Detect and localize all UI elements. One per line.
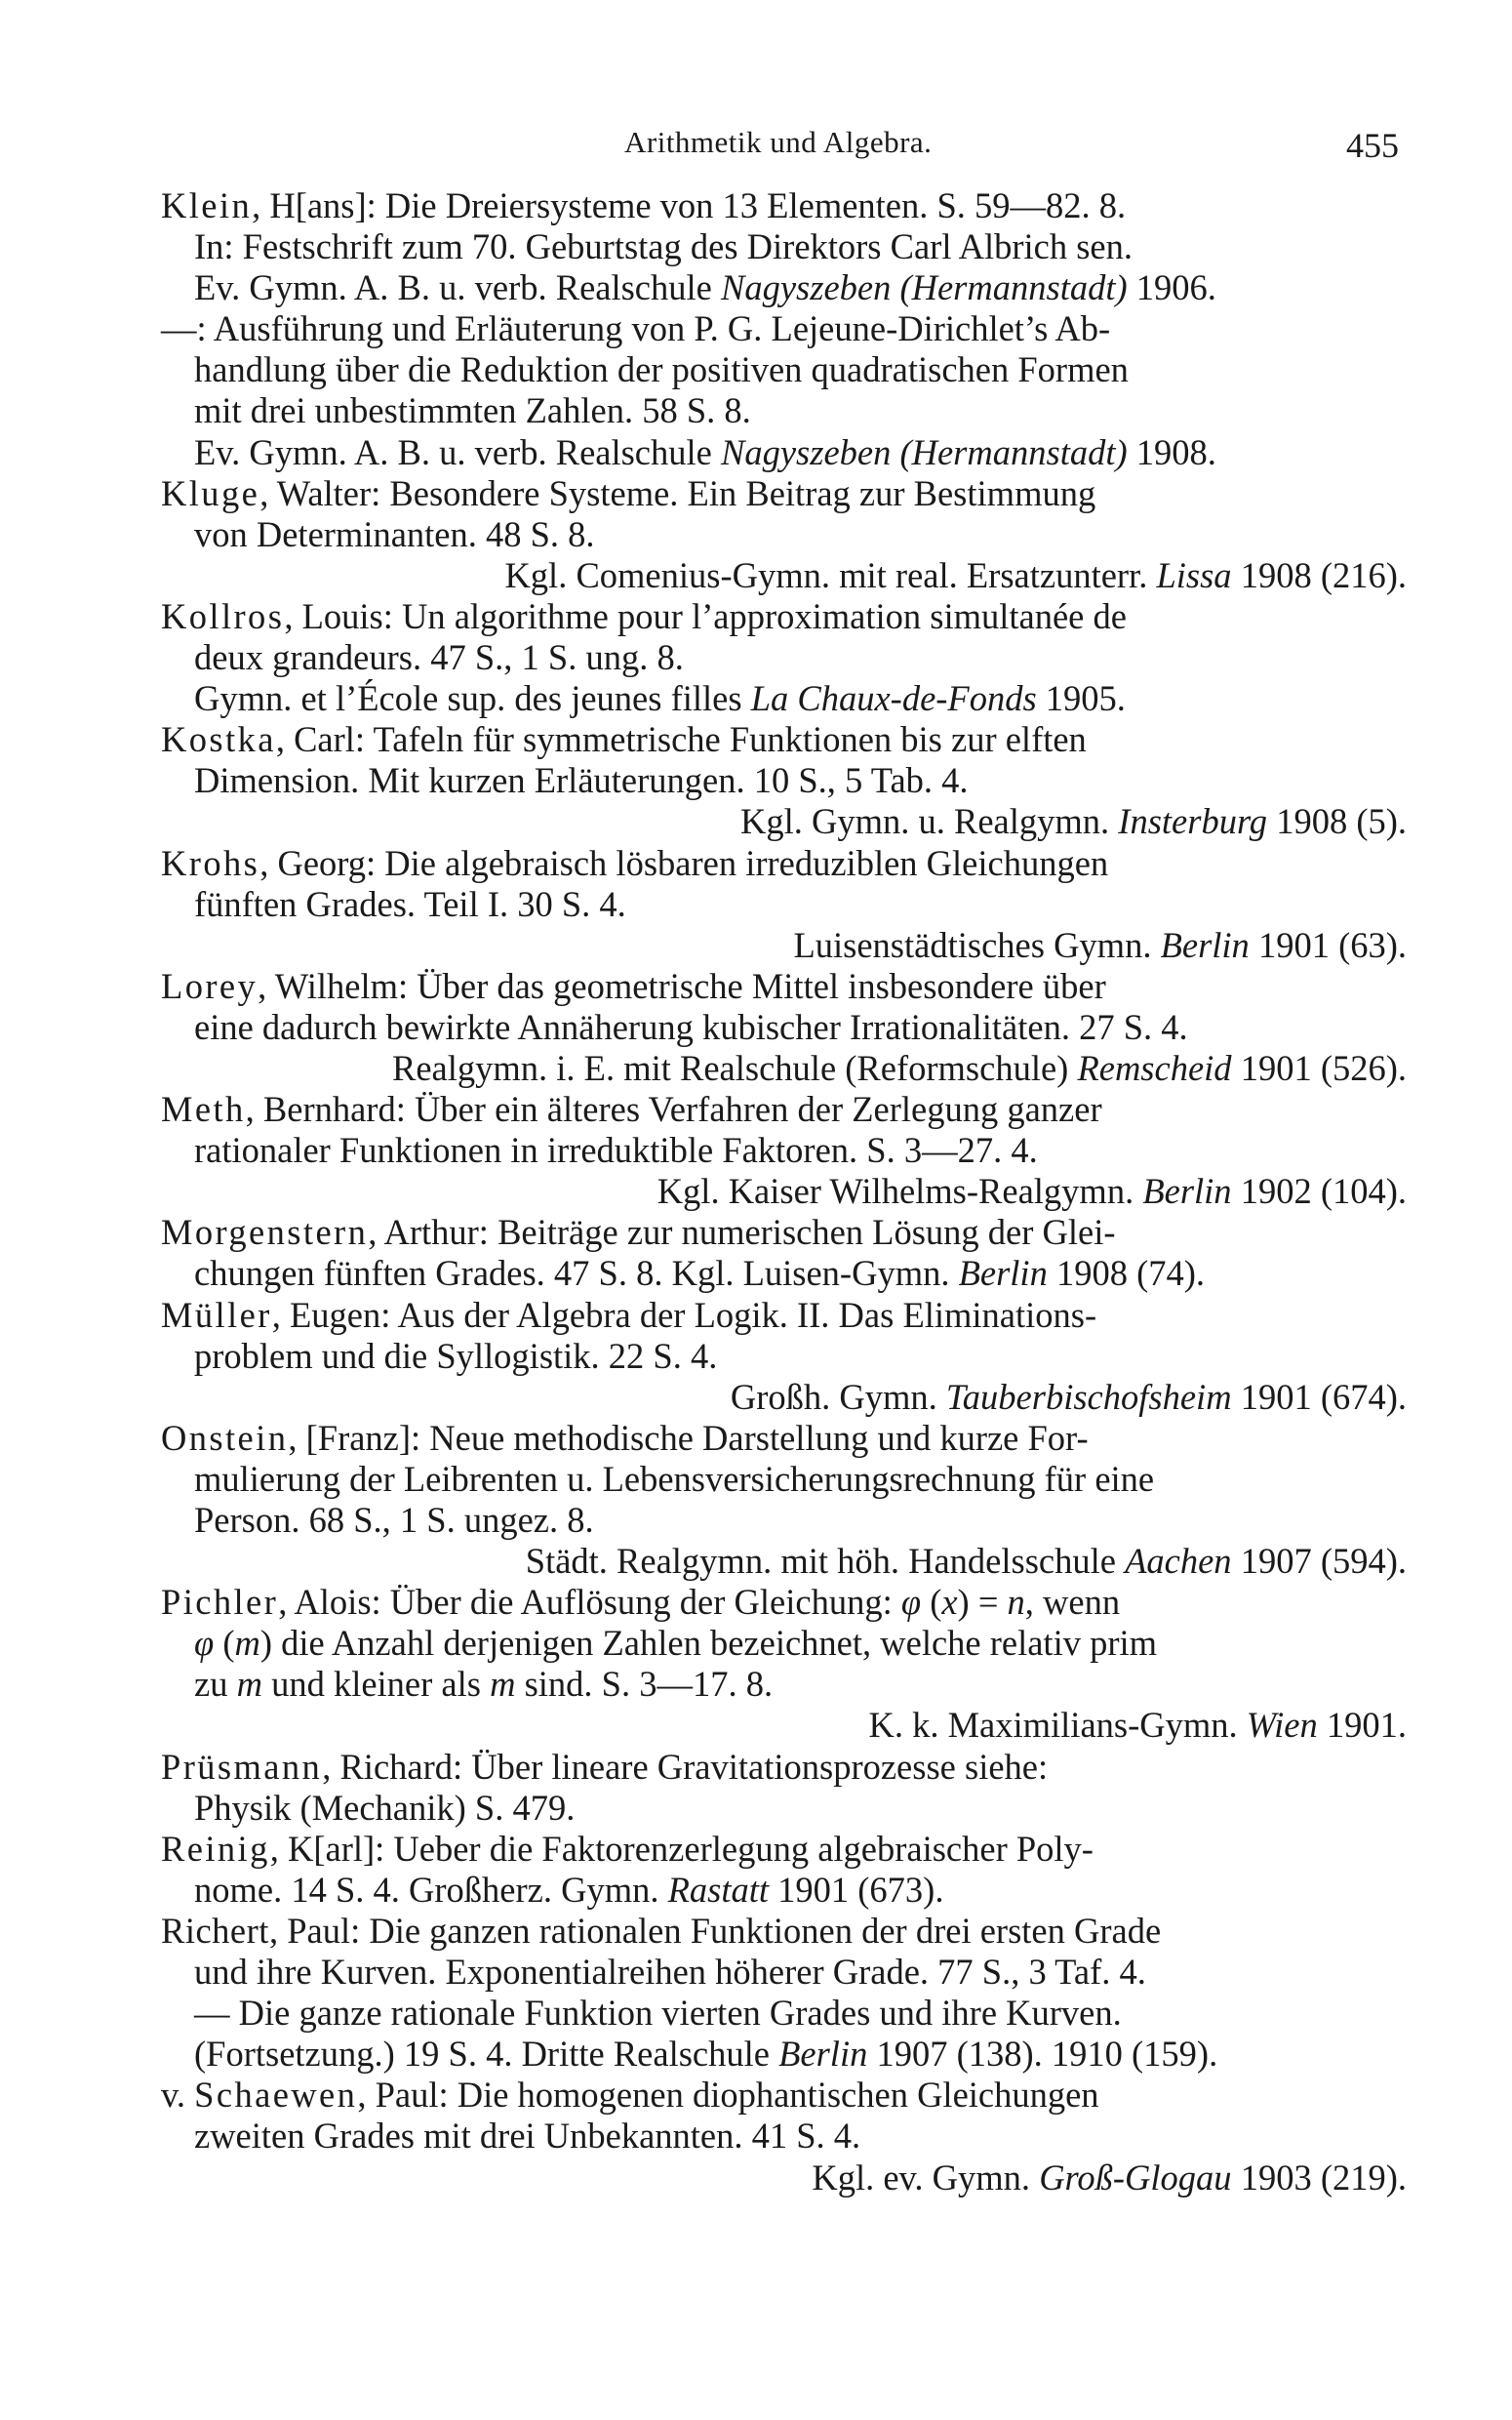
italic-text: m: [490, 1664, 516, 1705]
entry-line: [161, 1829, 1414, 1870]
italic-text: Insterburg: [1118, 801, 1268, 842]
entry-line: [161, 1336, 1414, 1377]
text-segment: , Richard: Über lineare Gravitationsprozesse siehe:: [322, 1746, 1049, 1787]
text-segment: (Fortsetzung.) 19 S. 4. Dritte Realschule: [194, 2034, 779, 2075]
italic-text: Berlin: [778, 2034, 868, 2075]
italic-text: Lissa: [1156, 554, 1232, 595]
text-segment: 1902 (104).: [1231, 1171, 1407, 1212]
entry-line: [161, 1623, 1414, 1664]
entry-line: [161, 1952, 1414, 1993]
entry-line: [161, 2116, 1414, 2157]
entry-line: [161, 1130, 1414, 1171]
text-segment: , Wilhelm: Über das geometrische Mittel insbesondere über: [258, 965, 1106, 1006]
text-segment: 1907 (138). 1910 (159).: [867, 2034, 1218, 2075]
text-segment: —: Ausführung und Erläuterung von P. G. Lejeune-Dirichlet’s Ab-: [161, 308, 1111, 349]
text-segment: zweiten Grades mit drei Unbekannten. 41 S. 4.: [194, 2116, 861, 2157]
entry-line: [161, 596, 1414, 637]
author-surname: Morgenstern: [161, 1212, 369, 1253]
entry-location-line: [161, 555, 1414, 596]
text-segment: , [Franz]: Neue methodische Darstellung und kurze For-: [288, 1417, 1089, 1458]
text-segment: mulierung der Leibrenten u. Lebensversicherungsrechnung für eine: [194, 1458, 1155, 1499]
text-segment: und ihre Kurven. Exponentialreihen höherer Grade. 77 S., 3 Taf. 4.: [194, 1952, 1146, 1993]
italic-text: Berlin: [958, 1253, 1048, 1294]
italic-text: φ: [900, 1582, 922, 1623]
entry-line: [161, 1418, 1414, 1459]
text-segment: , Paul: Die homogenen diophantischen Gleichungen: [357, 2075, 1099, 2116]
text-segment: , Alois: Über die Auflösung der Gleichung:: [278, 1582, 901, 1623]
italic-text: φ: [194, 1623, 215, 1664]
bibliography-entry-kostka: [161, 719, 1414, 842]
text-segment: , Paul: Die ganzen rationalen Funktionen der drei ersten Grade: [268, 1910, 1162, 1951]
entry-line: [161, 473, 1414, 514]
text-segment: Kgl. Kaiser Wilhelms-Realgymn.: [657, 1171, 1143, 1212]
text-segment: 1908 (74).: [1047, 1253, 1206, 1294]
entry-line: [161, 1295, 1414, 1336]
text-segment: Gymn. et l’École sup. des jeunes filles: [194, 678, 751, 719]
bibliography-entry-krohs: [161, 843, 1414, 966]
bibliography-entry-onstein: [161, 1418, 1414, 1582]
bibliography-entry-klein: [161, 185, 1414, 473]
text-segment: 1908 (216).: [1231, 554, 1407, 595]
italic-text: Berlin: [1142, 1171, 1232, 1212]
text-segment: rationaler Funktionen in irreduktible Faktoren. S. 3—27. 4.: [194, 1130, 1038, 1171]
entry-location-line: [161, 2158, 1414, 2198]
text-segment: Kgl. Gymn. u. Realgymn.: [740, 801, 1119, 842]
text-segment: fünften Grades. Teil I. 30 S. 4.: [194, 883, 626, 924]
text-segment: K. k. Maximilians-Gymn.: [868, 1705, 1247, 1746]
text-segment: v.: [161, 2075, 195, 2116]
entry-line: [161, 1911, 1414, 1952]
bibliography-entry-morgenstern: [161, 1212, 1414, 1294]
entry-location-line: [161, 1541, 1414, 1582]
entry-line: [161, 884, 1414, 925]
italic-text: Wien: [1246, 1705, 1318, 1746]
entry-line: [161, 349, 1414, 390]
text-segment: Kgl. ev. Gymn.: [812, 2157, 1040, 2198]
running-header-title: Arithmetik und Algebra.: [624, 125, 933, 159]
italic-text: La Chaux-de-Fonds: [750, 678, 1037, 719]
entry-line: [161, 390, 1414, 431]
entry-line: [161, 514, 1414, 555]
italic-text: m: [236, 1664, 262, 1705]
text-segment: 1901 (673).: [769, 1869, 944, 1910]
entry-line: [161, 1993, 1414, 2034]
italic-text: Tauberbischofsheim: [945, 1376, 1232, 1417]
entry-line: [161, 1582, 1414, 1623]
text-segment: chungen fünften Grades. 47 S. 8. Kgl. Luisen-Gymn.: [194, 1253, 959, 1294]
bibliography-entry-kollros: [161, 596, 1414, 719]
bibliography-entry-pichler: [161, 1582, 1414, 1746]
text-segment: 1901 (674).: [1231, 1376, 1407, 1417]
text-segment: , wenn: [1024, 1582, 1121, 1623]
text-segment: ) =: [957, 1582, 1008, 1623]
text-segment: und kleiner als: [261, 1664, 491, 1705]
author-surname: Klein: [161, 185, 253, 225]
entry-line: [161, 1788, 1414, 1829]
entry-line: [161, 966, 1414, 1007]
text-segment: Großh. Gymn.: [730, 1376, 946, 1417]
text-segment: 1908.: [1127, 431, 1216, 472]
entry-line: [161, 760, 1414, 801]
author-surname: Müller: [161, 1294, 272, 1335]
entry-line: [161, 1459, 1414, 1500]
text-segment: handlung über die Reduktion der positiven quadratischen Formen: [194, 349, 1129, 390]
text-segment: 1905.: [1036, 678, 1126, 719]
text-segment: , Arthur: Beiträge zur numerischen Lösung der Glei-: [368, 1212, 1116, 1253]
entry-line: [161, 1089, 1414, 1130]
bibliography-entry-lorey: [161, 966, 1414, 1089]
italic-text: Nagyszeben (Hermannstadt): [720, 267, 1128, 308]
entry-location-line: [161, 1171, 1414, 1212]
text-segment: , Louis: Un algorithme pour l’approximation simultanée de: [284, 595, 1127, 636]
text-segment: eine dadurch bewirkte Annäherung kubischer Irrationalitäten. 27 S. 4.: [194, 1006, 1188, 1047]
entry-line: [161, 843, 1414, 884]
entry-line: [161, 185, 1414, 226]
entry-line: [161, 1500, 1414, 1541]
italic-text: Groß-Glogau: [1039, 2157, 1232, 2198]
entry-location-line: [161, 925, 1414, 966]
bibliography-entry-pruesmann: [161, 1747, 1414, 1829]
text-segment: ) die Anzahl derjenigen Zahlen bezeichnet, welche relativ prim: [259, 1623, 1158, 1664]
italic-text: Berlin: [1160, 924, 1250, 965]
text-segment: Kgl. Comenius-Gymn. mit real. Ersatzunterr.: [504, 554, 1157, 595]
entry-line: [161, 1664, 1414, 1705]
italic-text: m: [234, 1623, 260, 1664]
text-segment: , H[ans]: Die Dreiersysteme von 13 Elementen. S. 59—82. 8.: [252, 185, 1127, 225]
bibliography-entry-reinig: [161, 1829, 1414, 1911]
text-segment: 1908 (5).: [1267, 801, 1407, 842]
entry-location-line: [161, 801, 1414, 842]
italic-text: Rastatt: [667, 1869, 770, 1910]
entry-line: [161, 1212, 1414, 1253]
author-surname: Onstein: [161, 1417, 289, 1458]
entry-line: [161, 678, 1414, 719]
entry-line: [161, 2034, 1414, 2075]
text-segment: nome. 14 S. 4. Großherz. Gymn.: [194, 1869, 668, 1910]
text-segment: (: [921, 1582, 942, 1623]
text-segment: 1907 (594).: [1231, 1541, 1407, 1582]
text-segment: (: [214, 1623, 235, 1664]
entry-location-line: [161, 1705, 1414, 1746]
entry-line: [161, 226, 1414, 267]
text-segment: 1901 (526).: [1231, 1047, 1407, 1088]
author-surname: Krohs: [161, 842, 260, 883]
text-segment: 1901.: [1317, 1705, 1407, 1746]
text-segment: 1901 (63).: [1249, 924, 1407, 965]
text-segment: deux grandeurs. 47 S., 1 S. ung. 8.: [194, 637, 684, 678]
text-segment: Realgymn. i. E. mit Realschule (Reformschule): [392, 1047, 1078, 1088]
text-segment: zu: [194, 1664, 237, 1705]
text-segment: , Walter: Besondere Systeme. Ein Beitrag zur Bestimmung: [259, 472, 1096, 513]
text-segment: problem und die Syllogistik. 22 S. 4.: [194, 1335, 718, 1376]
author-surname: Reinig: [161, 1828, 270, 1869]
entry-line: [161, 1007, 1414, 1048]
bibliography-entry-meth: [161, 1089, 1414, 1212]
author-surname: Schaewen: [194, 2075, 358, 2116]
entry-location-line: [161, 1048, 1414, 1089]
author-surname: Lorey: [161, 965, 259, 1006]
italic-text: x: [941, 1582, 958, 1623]
page-number: 455: [1346, 126, 1399, 165]
entry-line: [161, 637, 1414, 678]
text-segment: von Determinanten. 48 S. 8.: [194, 513, 595, 554]
author-surname: Kostka: [161, 719, 276, 760]
bibliography-entry-richert: [161, 1911, 1414, 2075]
text-segment: , Carl: Tafeln für symmetrische Funktionen bis zur elften: [275, 719, 1087, 760]
text-segment: 1903 (219).: [1231, 2157, 1407, 2198]
text-segment: Ev. Gymn. A. B. u. verb. Realschule: [194, 431, 721, 472]
author-surname: Kollros: [161, 595, 285, 636]
text-segment: Ev. Gymn. A. B. u. verb. Realschule: [194, 267, 721, 308]
entry-line: [161, 432, 1414, 473]
entry-line: [161, 1253, 1414, 1294]
author-surname: Prüsmann: [161, 1746, 323, 1787]
bibliography-list: [161, 185, 1414, 2198]
text-segment: sind. S. 3—17. 8.: [515, 1664, 774, 1705]
text-segment: 1906.: [1127, 267, 1216, 308]
bibliography-entry-schaewen: [161, 2075, 1414, 2198]
entry-line: [161, 2075, 1414, 2116]
entry-line: [161, 1870, 1414, 1911]
text-segment: — Die ganze rationale Funktion vierten Grades und ihre Kurven.: [194, 1993, 1122, 2034]
entry-line: [161, 308, 1414, 349]
entry-line: [161, 719, 1414, 760]
text-segment: In: Festschrift zum 70. Geburtstag des Direktors Carl Albrich sen.: [194, 226, 1133, 267]
bibliography-entry-kluge: [161, 473, 1414, 596]
italic-text: Nagyszeben (Hermannstadt): [720, 431, 1128, 472]
text-segment: , Eugen: Aus der Algebra der Logik. II. Das Eliminations-: [271, 1294, 1097, 1335]
entry-location-line: [161, 1377, 1414, 1418]
italic-text: Remscheid: [1077, 1047, 1232, 1088]
text-segment: Städt. Realgymn. mit höh. Handelsschule: [525, 1541, 1126, 1582]
text-segment: Dimension. Mit kurzen Erläuterungen. 10 S., 5 Tab. 4.: [194, 760, 969, 801]
author-surname: Meth: [161, 1089, 246, 1130]
text-segment: Person. 68 S., 1 S. ungez. 8.: [194, 1500, 594, 1540]
author-surname: Pichler: [161, 1582, 279, 1623]
entry-line: [161, 267, 1414, 308]
author-surname: Richert: [161, 1910, 269, 1951]
author-surname: Kluge: [161, 472, 260, 513]
text-segment: Luisenstädtisches Gymn.: [793, 924, 1161, 965]
text-segment: , K[arl]: Ueber die Faktorenzerlegung algebraischer Poly-: [269, 1828, 1094, 1869]
bibliography-entry-mueller: [161, 1295, 1414, 1418]
text-segment: mit drei unbestimmten Zahlen. 58 S. 8.: [194, 390, 751, 431]
entry-line: [161, 1747, 1414, 1788]
italic-text: Aachen: [1125, 1541, 1232, 1582]
text-segment: Physik (Mechanik) S. 479.: [194, 1787, 576, 1828]
text-segment: , Bernhard: Über ein älteres Verfahren der Zerlegung ganzer: [245, 1089, 1102, 1130]
text-segment: , Georg: Die algebraisch lösbaren irreduziblen Gleichungen: [259, 842, 1109, 883]
italic-text: n: [1007, 1582, 1025, 1623]
